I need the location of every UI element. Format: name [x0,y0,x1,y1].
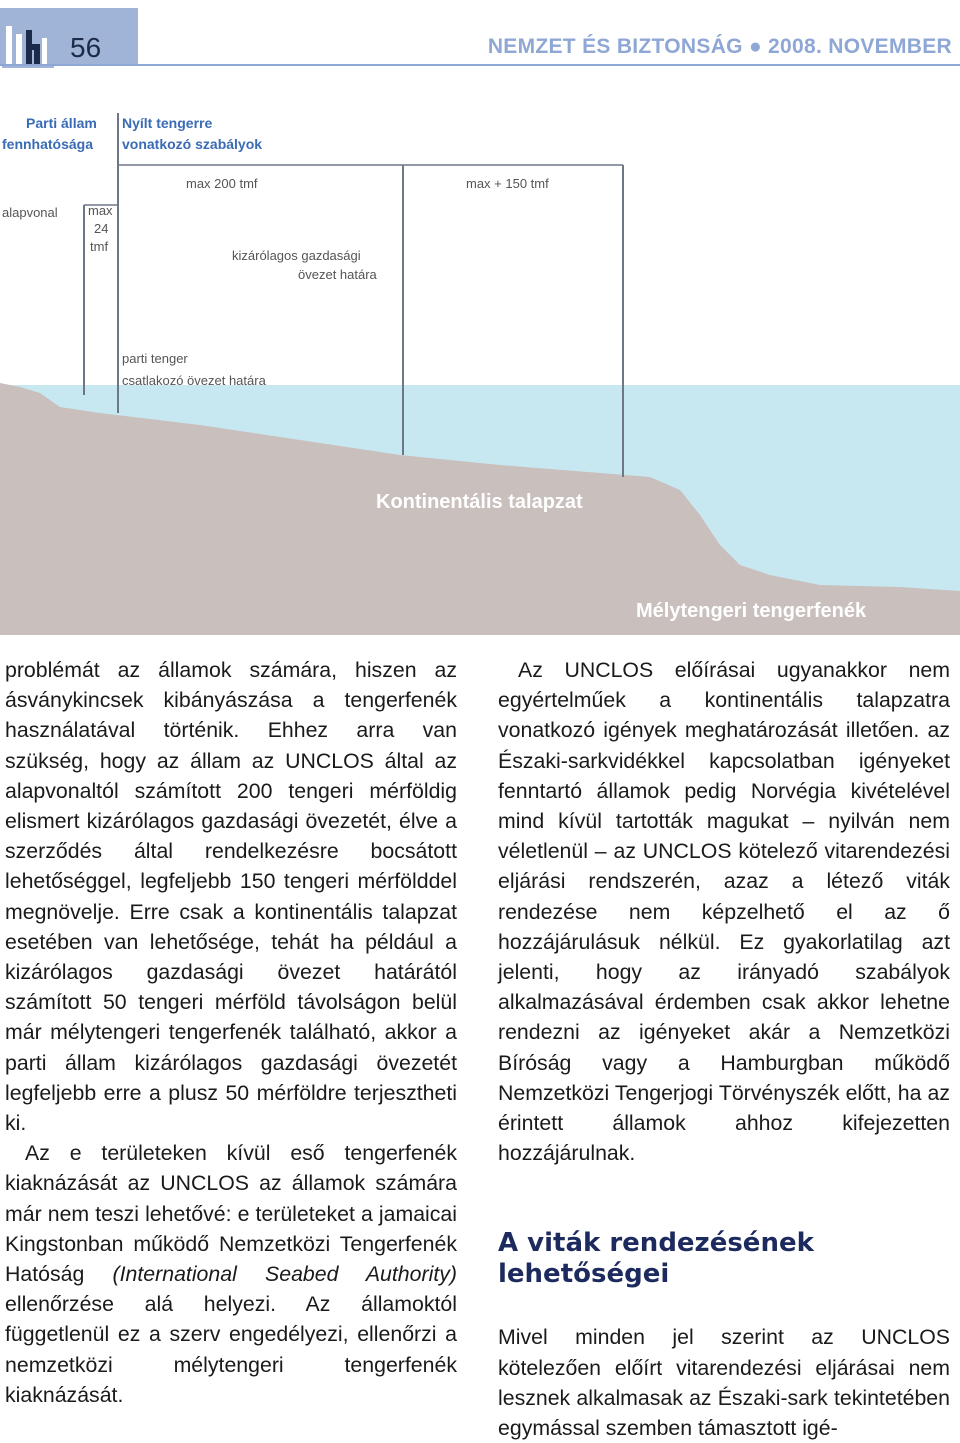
left-paragraph-1: problémát az államok számára, hiszen az ásványkincsek kibányászása a tengerfenék használatával történik. Ehhez arra van szükség, hogy az állam az UNCLOS által az alapvonaltól számított 200 tengeri mérföldig elismert kizárólagos gazdasági övezetét, élve a szerződés által rendelkezésre bocsátott lehetőséggel, legfeljebb 150 tengeri mérfölddel megnövelje. Erre csak a kontinentális talapzat esetében van lehetősége, tehát ha például a kizárólagos gazdasági övezet határától számított 50 tengeri mérföld távolságon belül már mélytengeri tengerfenék található, akkor a parti állam kizárólagos gazdasági övezetét legfeljebb erre a plusz 50 mérföldre terjesztheti ki. [5,658,457,1136]
left-paragraph-2-text-b: ellenőrzése alá helyezi. Az államoktól függetlenül ez a szerv engedélyezi, ellenőrzi a nemzetközi mélytengeri tengerfenék kiaknázását. [5,1292,457,1407]
left-paragraph-2-text-a: Az e területeken kívül eső tengerfenék kiaknázását az UNCLOS az államok számára már nem teszi lehetővé: e területeket a jamaicai Kingstonban működő Nemzetközi Tengerfenék Hatóság [5,1141,457,1287]
page-number-box [0,8,138,64]
label-deep-seabed: Mélytengeri tengerfenék [636,600,867,622]
label-open-sea: Nyílt tengerre [122,115,213,131]
label-max24-2: 24 [94,221,109,236]
section-heading: A viták rendezésének lehetőségei [498,1228,814,1290]
label-max150: max + 150 tmf [466,176,549,191]
label-max24-1: max [88,203,113,218]
label-max24-3: tmf [90,239,109,254]
journal-logo-icon [2,20,54,68]
label-eez-1: kizárólagos gazdasági [232,248,361,263]
label-eez-2: övezet határa [298,267,377,282]
label-territorial-1: parti tenger [122,351,188,366]
journal-title: NEMZET ÉS BIZTONSÁG ● 2008. NOVEMBER [487,35,952,58]
label-continental-shelf: Kontinentális talapzat [376,491,583,513]
label-baseline: alapvonal [2,205,58,220]
page-number: 56 [70,32,102,63]
right-column [498,655,950,1443]
header-rule [0,64,960,66]
label-coastal-state: Parti állam [26,115,97,131]
right-paragraph-1: Az UNCLOS előírásai ugyanakkor nem egyértelműek a kontinentális talapzatra vonatkozó igények meghatározását illetően. az Északi-sarkvidékkel kapcsolatban igényeket fenntartó államok pedig Norvégia kivételével mind kívül tartották magukat – nyilván nem véletlenül – az UNCLOS kötelező vitarendezési eljárási rendszerén, azaz a létező viták rendezése nem képzelhető el az ő hozzájárulásuk nélkül. Ez gyakorlatilag azt jelenti, hogy az irányadó szabályok alkalmazásával érdemben csak akkor lehetne rendezni az igényeket akár a Nemzetközi Bíróság vagy a Hamburgban működő Nemzetközi Tengerjogi Törvényszék előtt, ha az érintett államok ahhoz kifejezetten hozzájárulnak. [498,658,950,1166]
label-max200: max 200 tmf [186,176,258,191]
label-coastal-state-2: fennhatósága [2,136,94,152]
label-open-sea-2: vonatkozó szabályok [122,136,263,152]
label-territorial-2: csatlakozó övezet határa [122,373,266,388]
right-paragraph-2: Mivel minden jel szerint az UNCLOS kötelezően előírt vitarendezési eljárásai nem lesznek alkalmasak az Északi-sark tekintetében egymással szemben támasztott igé- [498,1325,950,1441]
left-paragraph-2 [5,1138,457,1410]
left-paragraph-2-emphasis: (International Seabed Authority) [112,1262,457,1287]
continental-shelf-diagram [0,95,960,635]
left-column [5,655,457,1410]
